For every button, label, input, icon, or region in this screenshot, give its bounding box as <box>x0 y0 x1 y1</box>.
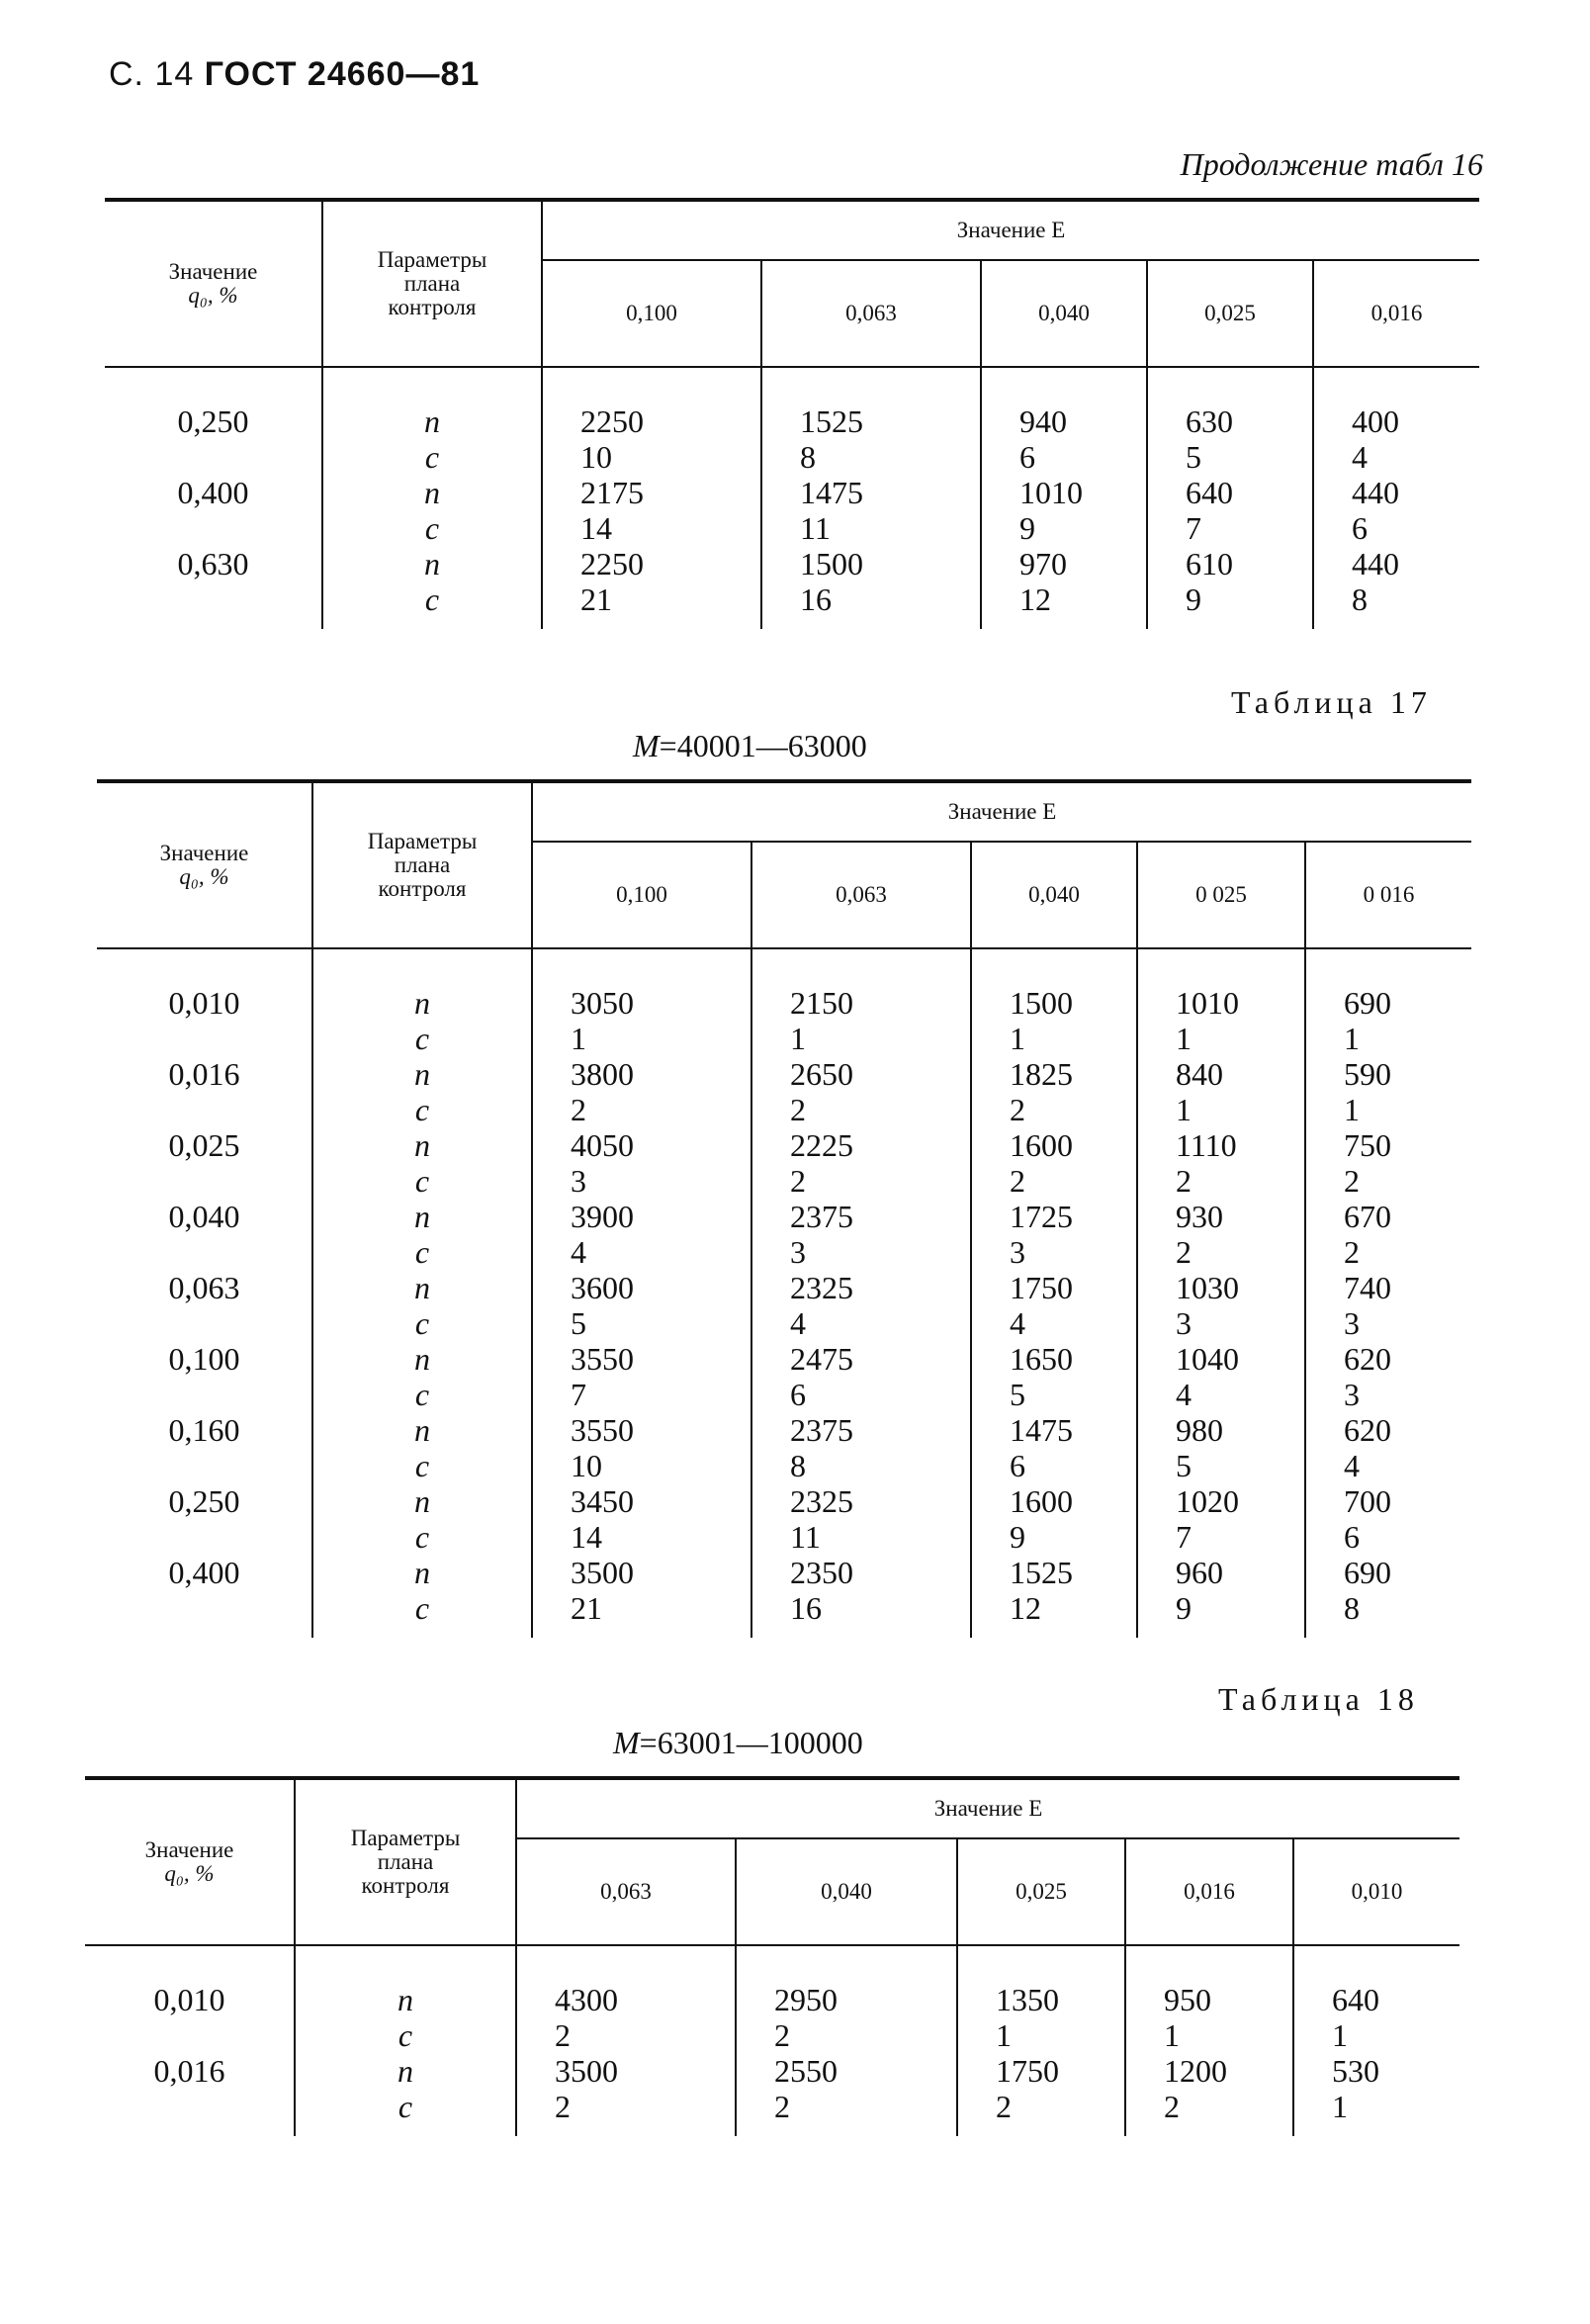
value-cell: 9 <box>1137 1590 1305 1638</box>
table-row <box>97 1377 1471 1412</box>
value-cell: 12 <box>981 581 1147 629</box>
value-cell: 4050 <box>532 1127 751 1163</box>
table-row <box>97 1092 1471 1127</box>
table-row <box>97 1234 1471 1270</box>
param-cell: n <box>322 546 542 581</box>
value-cell: 620 <box>1305 1412 1471 1448</box>
table-row <box>97 948 1471 1021</box>
value-cell: 5 <box>971 1377 1137 1412</box>
value-cell: 3 <box>751 1234 971 1270</box>
value-cell: 16 <box>751 1590 971 1638</box>
q0-value-cell <box>97 1448 312 1483</box>
value-cell: 5 <box>1147 439 1313 475</box>
table-row <box>85 2089 1459 2136</box>
table-row <box>97 1021 1471 1056</box>
value-cell: 440 <box>1313 546 1479 581</box>
value-cell: 11 <box>761 510 981 546</box>
table-row <box>105 546 1479 581</box>
value-cell: 9 <box>971 1519 1137 1555</box>
value-cell: 1040 <box>1137 1341 1305 1377</box>
value-cell: 1825 <box>971 1056 1137 1092</box>
table-row <box>97 1305 1471 1341</box>
param-cell: n <box>322 475 542 510</box>
value-cell: 1350 <box>957 1945 1125 2017</box>
value-cell: 690 <box>1305 948 1471 1021</box>
value-cell: 530 <box>1293 2053 1459 2089</box>
q0-value-cell <box>97 1163 312 1199</box>
param-cell: n <box>312 1270 532 1305</box>
q0-value-cell: 0,250 <box>177 403 249 439</box>
table-row <box>105 475 1479 510</box>
value-cell: 2 <box>736 2089 957 2136</box>
table-18-body <box>85 1945 1459 2136</box>
param-cell: n <box>312 1555 532 1590</box>
value-cell: 2 <box>1137 1163 1305 1199</box>
q0-header <box>105 200 322 367</box>
table-16 <box>105 198 1479 629</box>
q0-header-line1: Значение <box>159 841 249 865</box>
value-cell: 1 <box>957 2017 1125 2053</box>
param-cell: c <box>322 581 542 629</box>
table-row <box>97 1341 1471 1377</box>
q0-value-cell: 0,040 <box>168 1199 240 1234</box>
value-cell: 1525 <box>971 1555 1137 1590</box>
e-value: 0,040 <box>981 260 1147 367</box>
param-cell: c <box>312 1234 532 1270</box>
q0-value-cell <box>105 510 322 546</box>
value-cell: 9 <box>1147 581 1313 629</box>
value-cell: 1200 <box>1125 2053 1293 2089</box>
value-cell: 930 <box>1137 1199 1305 1234</box>
value-cell: 1750 <box>971 1270 1137 1305</box>
value-cell: 1525 <box>761 367 981 439</box>
q0-value-cell: 0,016 <box>153 2053 225 2089</box>
value-cell: 6 <box>1305 1519 1471 1555</box>
params-header <box>295 1778 516 1945</box>
value-cell: 2 <box>1305 1234 1471 1270</box>
e-value: 0,025 <box>957 1838 1125 1945</box>
q0-value-cell <box>97 1021 312 1056</box>
value-cell: 1110 <box>1137 1127 1305 1163</box>
value-cell: 4 <box>751 1305 971 1341</box>
table-row <box>85 2017 1459 2053</box>
value-cell: 4 <box>532 1234 751 1270</box>
value-cell: 14 <box>532 1519 751 1555</box>
value-cell: 1600 <box>971 1483 1137 1519</box>
e-value: 0,040 <box>971 842 1137 948</box>
m-symbol: M <box>613 1725 640 1760</box>
value-cell: 1 <box>971 1021 1137 1056</box>
params-header-line2: плана <box>377 1849 434 1874</box>
value-cell: 1500 <box>971 948 1137 1021</box>
value-cell: 2650 <box>751 1056 971 1092</box>
value-cell: 1 <box>1137 1092 1305 1127</box>
e-value: 0,100 <box>542 260 761 367</box>
value-cell: 8 <box>751 1448 971 1483</box>
q0-header-line2: q₀, % <box>188 283 238 308</box>
value-cell: 8 <box>1305 1590 1471 1638</box>
value-cell: 2 <box>971 1163 1137 1199</box>
value-cell: 2250 <box>542 546 761 581</box>
table-row <box>97 1199 1471 1234</box>
value-cell: 640 <box>1293 1945 1459 2017</box>
value-cell: 6 <box>971 1448 1137 1483</box>
value-cell: 3 <box>1305 1305 1471 1341</box>
q0-header <box>85 1778 295 1945</box>
param-cell: c <box>312 1163 532 1199</box>
m-symbol: M <box>633 728 660 763</box>
param-cell: c <box>312 1590 532 1638</box>
q0-value-cell <box>105 581 322 629</box>
q0-value-cell <box>97 1377 312 1412</box>
params-header <box>312 781 532 948</box>
value-cell: 6 <box>751 1377 971 1412</box>
value-cell: 690 <box>1305 1555 1471 1590</box>
table-row <box>85 2053 1459 2089</box>
value-cell: 3800 <box>532 1056 751 1092</box>
table-17-body <box>97 948 1471 1638</box>
value-cell: 1 <box>1293 2089 1459 2136</box>
table-18-caption: Таблица 18 <box>1218 1681 1419 1717</box>
params-header-line2: плана <box>394 852 451 877</box>
value-cell: 2 <box>751 1163 971 1199</box>
q0-header-line2: q₀, % <box>179 864 229 889</box>
value-cell: 7 <box>1147 510 1313 546</box>
value-cell: 950 <box>1125 1945 1293 2017</box>
value-cell: 11 <box>751 1519 971 1555</box>
value-cell: 3900 <box>532 1199 751 1234</box>
value-cell: 1 <box>1125 2017 1293 2053</box>
params-header-line1: Параметры <box>350 1826 461 1850</box>
value-cell: 960 <box>1137 1555 1305 1590</box>
q0-header-line2: q₀, % <box>164 1861 215 1886</box>
table-row <box>97 1270 1471 1305</box>
value-cell: 940 <box>981 367 1147 439</box>
param-cell: n <box>312 1341 532 1377</box>
param-cell: c <box>312 1519 532 1555</box>
value-cell: 5 <box>532 1305 751 1341</box>
q0-value-cell: 0,010 <box>153 1982 225 2017</box>
value-cell: 670 <box>1305 1199 1471 1234</box>
param-cell: c <box>312 1305 532 1341</box>
q0-value-cell <box>85 2017 295 2053</box>
q0-value-cell <box>97 1305 312 1341</box>
value-cell: 740 <box>1305 1270 1471 1305</box>
value-cell: 2 <box>971 1092 1137 1127</box>
params-header-line3: контроля <box>388 295 477 319</box>
value-cell: 3450 <box>532 1483 751 1519</box>
q0-value-cell <box>97 1234 312 1270</box>
page-number: С. 14 <box>109 55 195 93</box>
value-cell: 4300 <box>516 1945 736 2017</box>
q0-value-cell: 0,010 <box>168 985 240 1021</box>
value-cell: 1 <box>532 1021 751 1056</box>
value-cell: 3 <box>532 1163 751 1199</box>
param-cell: c <box>295 2089 516 2136</box>
param-cell: c <box>312 1092 532 1127</box>
table-17 <box>97 779 1471 1638</box>
q0-value-cell: 0,063 <box>168 1270 240 1305</box>
table-row <box>97 1555 1471 1590</box>
value-cell: 3500 <box>516 2053 736 2089</box>
value-cell: 1 <box>1305 1092 1471 1127</box>
value-cell: 3550 <box>532 1341 751 1377</box>
value-cell: 3 <box>1305 1377 1471 1412</box>
q0-value-cell <box>85 2089 295 2136</box>
table-17-caption: Таблица 17 <box>1231 684 1432 720</box>
value-cell: 620 <box>1305 1341 1471 1377</box>
value-cell: 700 <box>1305 1483 1471 1519</box>
value-cell: 1 <box>1305 1021 1471 1056</box>
q0-value-cell: 0,016 <box>168 1056 240 1092</box>
value-cell: 1725 <box>971 1199 1137 1234</box>
value-cell: 440 <box>1313 475 1479 510</box>
value-cell: 2950 <box>736 1945 957 2017</box>
e-group-header: Значение E <box>516 1778 1459 1838</box>
q0-value-cell: 0,160 <box>168 1412 240 1448</box>
value-cell: 8 <box>761 439 981 475</box>
e-value: 0,063 <box>761 260 981 367</box>
value-cell: 21 <box>542 581 761 629</box>
params-header <box>322 200 542 367</box>
value-cell: 4 <box>1305 1448 1471 1483</box>
param-cell: n <box>295 1945 516 2017</box>
param-cell: c <box>312 1448 532 1483</box>
q0-value-cell <box>97 1590 312 1638</box>
value-cell: 1475 <box>971 1412 1137 1448</box>
value-cell: 2250 <box>542 367 761 439</box>
param-cell: n <box>312 1199 532 1234</box>
value-cell: 3500 <box>532 1555 751 1590</box>
param-cell: n <box>295 2053 516 2089</box>
value-cell: 590 <box>1305 1056 1471 1092</box>
value-cell: 1500 <box>761 546 981 581</box>
e-value: 0,010 <box>1293 1838 1459 1945</box>
param-cell: c <box>295 2017 516 2053</box>
value-cell: 12 <box>971 1590 1137 1638</box>
e-value: 0,025 <box>1147 260 1313 367</box>
value-cell: 2 <box>1137 1234 1305 1270</box>
value-cell: 1750 <box>957 2053 1125 2089</box>
value-cell: 1 <box>1137 1021 1305 1056</box>
value-cell: 1030 <box>1137 1270 1305 1305</box>
table-row <box>97 1483 1471 1519</box>
value-cell: 21 <box>532 1590 751 1638</box>
value-cell: 1 <box>751 1021 971 1056</box>
e-value: 0 025 <box>1137 842 1305 948</box>
table-row <box>97 1127 1471 1163</box>
value-cell: 10 <box>542 439 761 475</box>
value-cell: 2 <box>532 1092 751 1127</box>
value-cell: 8 <box>1313 581 1479 629</box>
value-cell: 1600 <box>971 1127 1137 1163</box>
value-cell: 2 <box>516 2017 736 2053</box>
q0-value-cell: 0,400 <box>177 475 249 510</box>
value-cell: 2 <box>516 2089 736 2136</box>
value-cell: 2 <box>1305 1163 1471 1199</box>
value-cell: 7 <box>532 1377 751 1412</box>
value-cell: 630 <box>1147 367 1313 439</box>
e-value: 0,063 <box>751 842 971 948</box>
m-range-value: =40001—63000 <box>659 728 867 763</box>
param-cell: n <box>312 1412 532 1448</box>
value-cell: 1010 <box>1137 948 1305 1021</box>
table-row <box>105 581 1479 629</box>
q0-value-cell: 0,100 <box>168 1341 240 1377</box>
m-range-value: =63001—100000 <box>639 1725 863 1760</box>
param-cell: n <box>322 367 542 439</box>
value-cell: 2150 <box>751 948 971 1021</box>
value-cell: 7 <box>1137 1519 1305 1555</box>
value-cell: 2375 <box>751 1412 971 1448</box>
q0-header-line1: Значение <box>168 259 258 284</box>
value-cell: 2 <box>751 1092 971 1127</box>
value-cell: 3 <box>1137 1305 1305 1341</box>
continuation-note: Продолжение табл 16 <box>1180 146 1483 182</box>
document-title: ГОСТ 24660—81 <box>204 55 481 93</box>
param-cell: n <box>312 948 532 1021</box>
value-cell: 2550 <box>736 2053 957 2089</box>
value-cell: 610 <box>1147 546 1313 581</box>
value-cell: 1010 <box>981 475 1147 510</box>
value-cell: 2325 <box>751 1483 971 1519</box>
value-cell: 2 <box>957 2089 1125 2136</box>
value-cell: 14 <box>542 510 761 546</box>
value-cell: 1650 <box>971 1341 1137 1377</box>
table-17-m-range <box>633 728 867 764</box>
table-row <box>97 1519 1471 1555</box>
params-header-line2: плана <box>403 271 461 296</box>
page-header <box>109 55 480 94</box>
params-header-line1: Параметры <box>367 829 478 853</box>
table-row <box>97 1448 1471 1483</box>
param-cell: c <box>322 510 542 546</box>
value-cell: 2475 <box>751 1341 971 1377</box>
value-cell: 400 <box>1313 367 1479 439</box>
table-row <box>97 1412 1471 1448</box>
param-cell: c <box>312 1377 532 1412</box>
table-row <box>105 439 1479 475</box>
q0-value-cell <box>105 439 322 475</box>
value-cell: 4 <box>1313 439 1479 475</box>
table-row <box>97 1590 1471 1638</box>
value-cell: 1020 <box>1137 1483 1305 1519</box>
value-cell: 2 <box>736 2017 957 2053</box>
table-row <box>105 510 1479 546</box>
q0-value-cell: 0,630 <box>177 546 249 581</box>
param-cell: n <box>312 1483 532 1519</box>
params-header-line1: Параметры <box>377 247 487 272</box>
value-cell: 2175 <box>542 475 761 510</box>
value-cell: 4 <box>1137 1377 1305 1412</box>
q0-header-line1: Значение <box>144 1837 234 1862</box>
value-cell: 640 <box>1147 475 1313 510</box>
table-row <box>85 1945 1459 2017</box>
value-cell: 3050 <box>532 948 751 1021</box>
param-cell: n <box>312 1056 532 1092</box>
e-value: 0,016 <box>1313 260 1479 367</box>
value-cell: 1 <box>1293 2017 1459 2053</box>
value-cell: 1475 <box>761 475 981 510</box>
value-cell: 2375 <box>751 1199 971 1234</box>
value-cell: 16 <box>761 581 981 629</box>
table-16-body <box>105 367 1479 629</box>
param-cell: c <box>312 1021 532 1056</box>
value-cell: 6 <box>1313 510 1479 546</box>
param-cell: c <box>322 439 542 475</box>
value-cell: 2 <box>1125 2089 1293 2136</box>
value-cell: 750 <box>1305 1127 1471 1163</box>
value-cell: 9 <box>981 510 1147 546</box>
value-cell: 2350 <box>751 1555 971 1590</box>
value-cell: 970 <box>981 546 1147 581</box>
table-row <box>97 1163 1471 1199</box>
param-cell: n <box>312 1127 532 1163</box>
q0-value-cell: 0,025 <box>168 1127 240 1163</box>
e-value: 0,040 <box>736 1838 957 1945</box>
q0-header <box>97 781 312 948</box>
params-header-line3: контроля <box>361 1873 450 1898</box>
params-header-line3: контроля <box>378 876 467 901</box>
value-cell: 3 <box>971 1234 1137 1270</box>
q0-value-cell <box>97 1519 312 1555</box>
table-row <box>105 367 1479 439</box>
value-cell: 3600 <box>532 1270 751 1305</box>
value-cell: 2325 <box>751 1270 971 1305</box>
value-cell: 3550 <box>532 1412 751 1448</box>
value-cell: 4 <box>971 1305 1137 1341</box>
value-cell: 6 <box>981 439 1147 475</box>
table-18-m-range <box>613 1725 863 1761</box>
table-18 <box>85 1776 1459 2136</box>
value-cell: 10 <box>532 1448 751 1483</box>
q0-value-cell <box>97 1092 312 1127</box>
value-cell: 2225 <box>751 1127 971 1163</box>
value-cell: 5 <box>1137 1448 1305 1483</box>
e-group-header: Значение E <box>532 781 1471 842</box>
value-cell: 840 <box>1137 1056 1305 1092</box>
q0-value-cell: 0,400 <box>168 1555 240 1590</box>
value-cell: 980 <box>1137 1412 1305 1448</box>
e-value: 0,016 <box>1125 1838 1293 1945</box>
e-value: 0,100 <box>532 842 751 948</box>
e-value: 0 016 <box>1305 842 1471 948</box>
table-row <box>97 1056 1471 1092</box>
e-group-header: Значение E <box>542 200 1479 260</box>
q0-value-cell: 0,250 <box>168 1483 240 1519</box>
e-value: 0,063 <box>516 1838 736 1945</box>
